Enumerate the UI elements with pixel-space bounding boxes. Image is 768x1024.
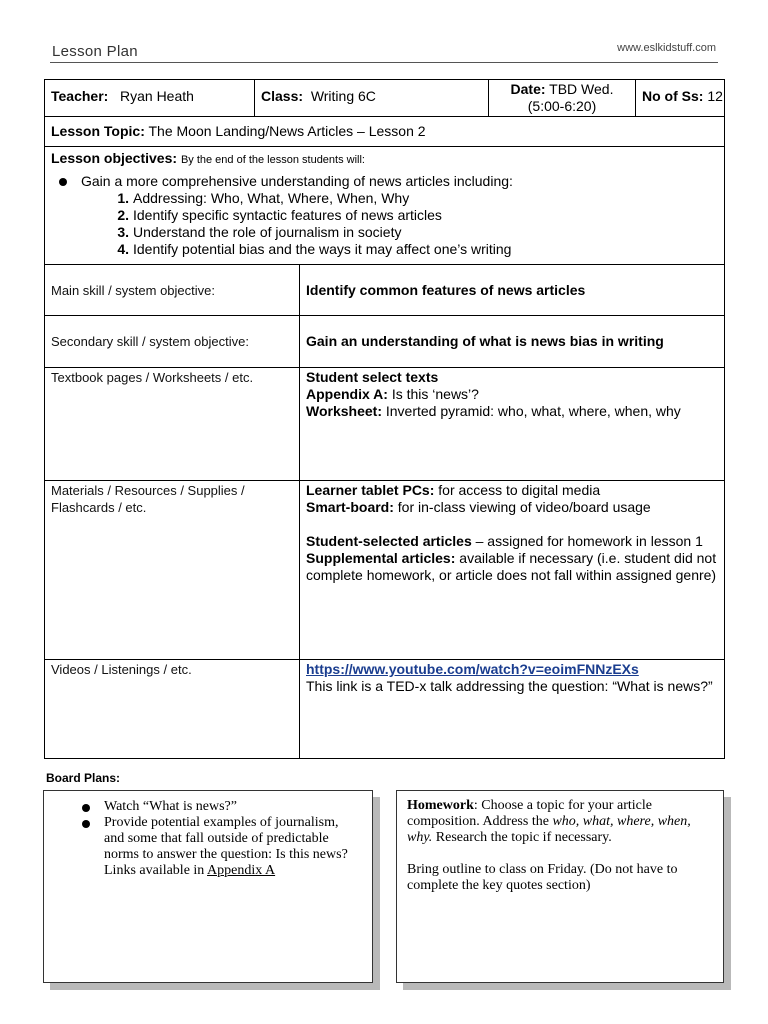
page-title: Lesson Plan bbox=[52, 43, 138, 60]
objective-item: 1. Addressing: Who, What, Where, When, Why bbox=[117, 190, 410, 206]
bullet-icon bbox=[82, 820, 90, 828]
textbook-label: Textbook pages / Worksheets / etc. bbox=[45, 368, 300, 481]
objectives-sublist bbox=[81, 190, 718, 258]
lesson-plan-table bbox=[44, 79, 725, 759]
class-name: Writing 6C bbox=[310, 88, 376, 104]
secondary-skill-label: Secondary skill / system objective: bbox=[45, 316, 300, 368]
topic-row bbox=[45, 117, 725, 147]
bullet-icon bbox=[82, 804, 90, 812]
homework-note: Bring outline to class on Friday. (Do not have to complete the key quotes section) bbox=[407, 862, 678, 893]
board-plan-left bbox=[43, 790, 373, 983]
date-cell: Date: TBD Wed. (5:00-6:20) bbox=[489, 80, 636, 117]
appendix-link[interactable]: Appendix A bbox=[207, 863, 276, 878]
videos-label: Videos / Listenings / etc. bbox=[45, 660, 300, 759]
teacher-name: Ryan Heath bbox=[120, 88, 194, 104]
site-url[interactable]: www.eslkidstuff.com bbox=[617, 42, 716, 54]
objective-item: 4. Identify potential bias and the ways it may affect one’s writing bbox=[117, 241, 512, 257]
topic-value: The Moon Landing/News Articles – Lesson 2 bbox=[148, 123, 426, 139]
teacher-cell: Teacher: Ryan Heath bbox=[45, 80, 255, 117]
bullet-icon bbox=[59, 178, 67, 186]
main-skill-row bbox=[45, 265, 725, 316]
board-plan-list bbox=[44, 799, 372, 879]
date-value: TBD Wed. bbox=[549, 81, 614, 97]
videos-row bbox=[45, 660, 725, 759]
objectives-label: Lesson objectives: bbox=[51, 150, 178, 166]
materials-label: Materials / Resources / Supplies / Flashcards / etc. bbox=[45, 481, 300, 660]
main-skill-value: Identify common features of news articles bbox=[300, 265, 725, 316]
objectives-row bbox=[45, 147, 725, 265]
info-row bbox=[45, 80, 725, 117]
materials-row bbox=[45, 481, 725, 660]
objective-main: Gain a more comprehensive understanding of news articles including: 1. Addressing: Who, What, Where, When, Why 2. Identify specific syntactic features of news articles 3. Understand the role of journalism in society 4. Identify potential bias and the ways it may affect one’s writing bbox=[81, 173, 718, 258]
materials-value: Learner tablet PCs: for access to digital media Smart-board: for in-class viewing of video/board usage Student-selected articles – assigned for homework in lesson 1 Supplemental articles: available if necessary (i.e. student did not complete homework, or article does not fall within assigned genre) bbox=[300, 481, 725, 660]
board-plan-homework bbox=[396, 790, 724, 983]
page-header bbox=[50, 40, 718, 63]
objectives-cell bbox=[45, 147, 725, 265]
main-skill-label: Main skill / system objective: bbox=[45, 265, 300, 316]
videos-value bbox=[300, 660, 725, 759]
secondary-skill-value: Gain an understanding of what is news bias in writing bbox=[300, 316, 725, 368]
board-plan-item: Provide potential examples of journalism, and some that fall outside of predictable norms to answer the question: Is this news? Links available in Appendix A bbox=[104, 815, 362, 879]
board-plan-item: Watch “What is news?” bbox=[104, 799, 362, 815]
textbook-value: Student select texts Appendix A: Is this ‘news’? Worksheet: Inverted pyramid: who, what, where, when, why bbox=[300, 368, 725, 481]
video-link[interactable]: https://www.youtube.com/watch?v=eoimFNNzEXs bbox=[306, 661, 639, 677]
objectives-list bbox=[51, 173, 718, 258]
topic-cell: Lesson Topic: The Moon Landing/News Articles – Lesson 2 bbox=[45, 117, 725, 147]
students-cell: No of Ss: 12 bbox=[636, 80, 725, 117]
video-description: This link is a TED-x talk addressing the question: “What is news?” bbox=[306, 678, 713, 694]
objectives-intro: By the end of the lesson students will: bbox=[180, 154, 365, 166]
students-count: 12 bbox=[707, 88, 723, 104]
date-time: (5:00-6:20) bbox=[527, 98, 597, 114]
objective-item: 2. Identify specific syntactic features of news articles bbox=[117, 207, 442, 223]
textbook-row bbox=[45, 368, 725, 481]
objective-item: 3. Understand the role of journalism in society bbox=[117, 224, 402, 240]
board-plans-label: Board Plans: bbox=[46, 771, 121, 785]
class-cell: Class: Writing 6C bbox=[255, 80, 489, 117]
homework-text: Homework: Choose a topic for your article composition. Address the who, what, where, when, why. Research the topic if necessary. bbox=[407, 798, 691, 845]
secondary-skill-row bbox=[45, 316, 725, 368]
